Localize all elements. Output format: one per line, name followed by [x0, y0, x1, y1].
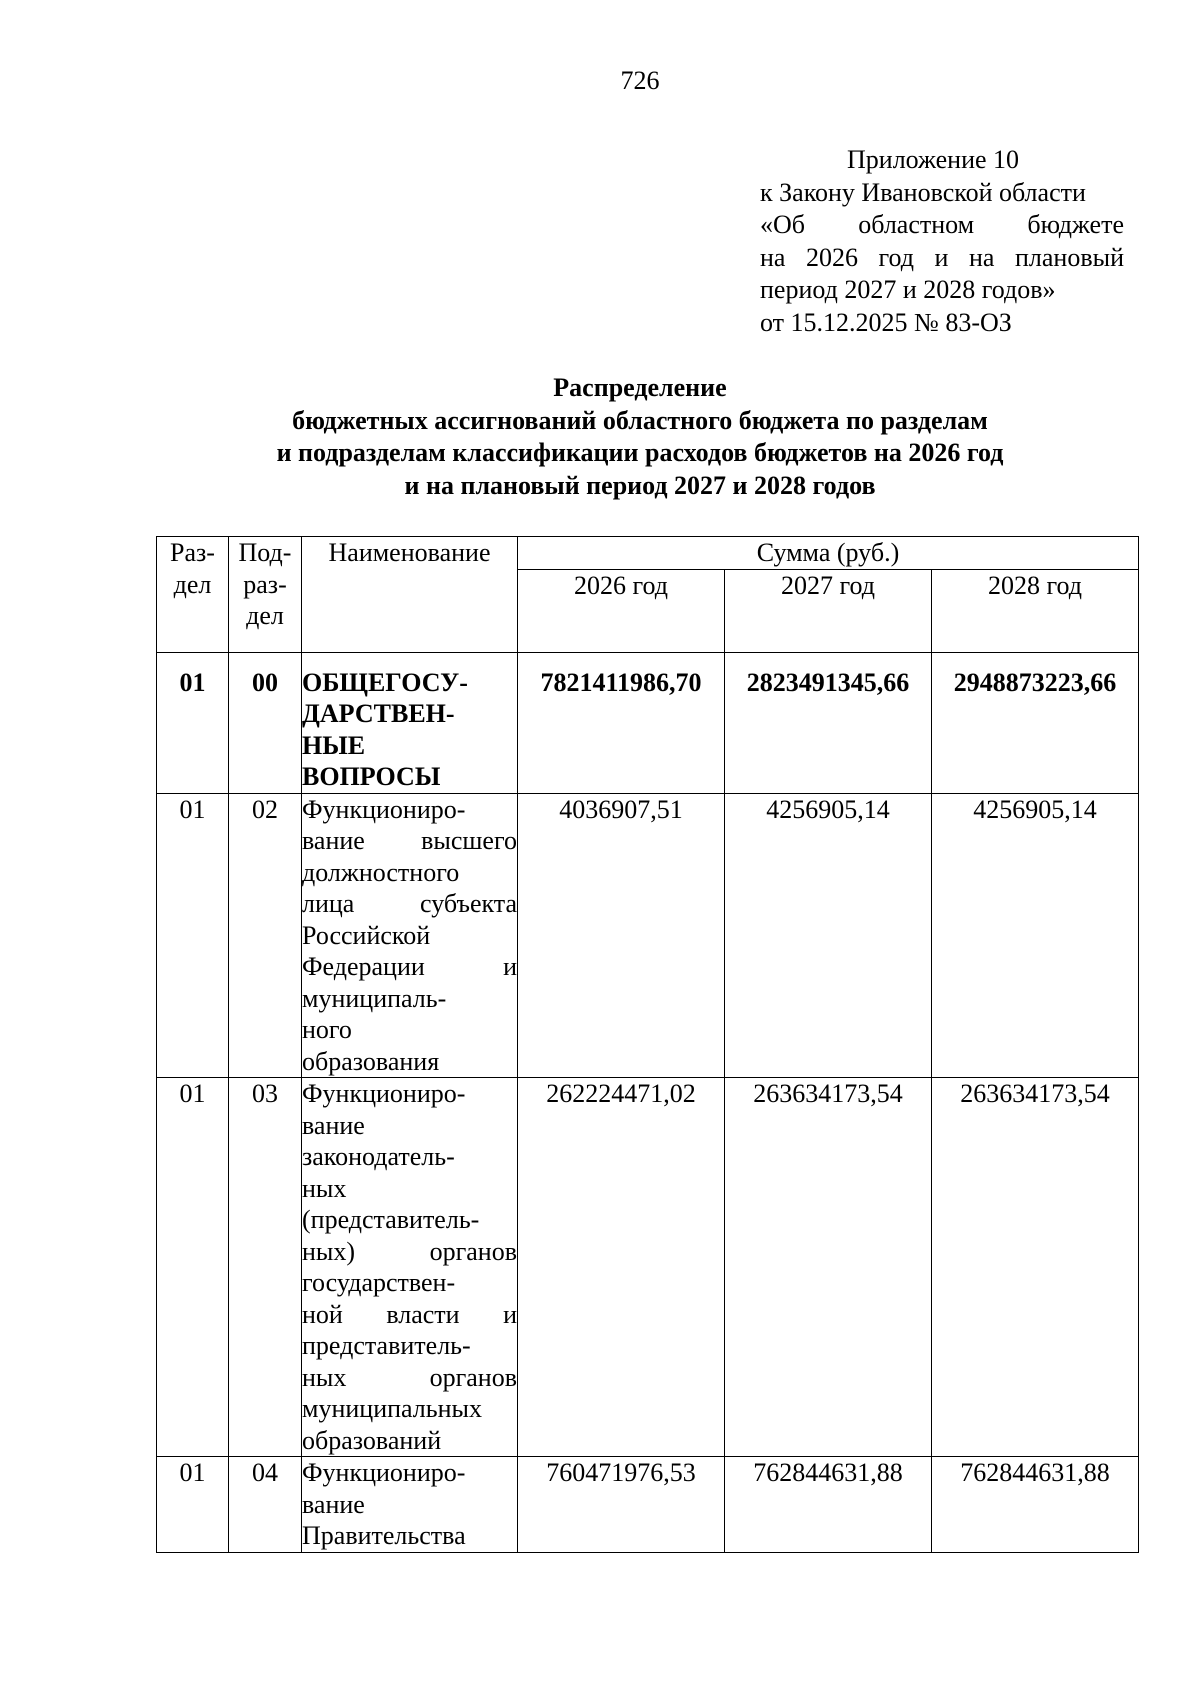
subsection-code: 00: [229, 652, 302, 793]
name-line: законодатель-: [302, 1142, 455, 1171]
header-year-2028: 2028 год: [932, 569, 1139, 652]
subsection-code: 02: [229, 793, 302, 1078]
name-line: Функциониро-: [302, 1458, 466, 1487]
title-line: и на плановый период 2027 и 2028 годов: [404, 470, 876, 500]
name-line: ной власти и: [302, 1299, 517, 1329]
header-subsection-line: раз-: [243, 569, 287, 599]
section-code: 01: [157, 652, 229, 793]
name-line: вание высшего: [302, 826, 517, 855]
header-section-line: Раз-: [170, 538, 215, 567]
document-title: [140, 372, 1140, 502]
appendix-line: «Об областном бюджете: [760, 210, 1124, 239]
name-line: образований: [302, 1425, 442, 1455]
amount-2026: 262224471,02: [518, 1078, 725, 1457]
name-line: представитель-: [302, 1331, 471, 1360]
section-code: 01: [157, 1078, 229, 1457]
name-line: Функциониро-: [302, 794, 466, 824]
table-row: [157, 793, 1139, 1078]
amount-2026: 4036907,51: [518, 793, 725, 1078]
row-name: [302, 1457, 518, 1553]
table-row: [157, 1078, 1139, 1457]
amount-2028: 263634173,54: [932, 1078, 1139, 1457]
section-code: 01: [157, 793, 229, 1078]
appendix-line: Приложение 10: [847, 145, 1020, 174]
amount-2027: 2823491345,66: [725, 652, 932, 793]
name-line: НЫЕ: [302, 730, 366, 760]
name-line: образования: [302, 1046, 440, 1076]
amount-2027: 762844631,88: [725, 1457, 932, 1553]
name-line: Правительства: [302, 1521, 466, 1550]
header-sum: Сумма (руб.): [518, 537, 1139, 570]
subsection-code: 04: [229, 1457, 302, 1553]
name-line: Функциониро-: [302, 1079, 466, 1108]
name-line: должностного: [302, 857, 460, 887]
header-section: [157, 537, 229, 653]
amount-2026: 7821411986,70: [518, 652, 725, 793]
appendix-line: от 15.12.2025 № 83-ОЗ: [760, 307, 1012, 337]
title-line: Распределение: [553, 373, 727, 402]
name-line: (представитель-: [302, 1205, 480, 1234]
name-line: ДАРСТВЕН-: [302, 699, 455, 728]
amount-2027: 263634173,54: [725, 1078, 932, 1457]
name-line: ОБЩЕГОСУ-: [302, 667, 468, 697]
name-line: ных) органов: [302, 1236, 517, 1266]
row-name: [302, 793, 518, 1078]
name-line: муниципальных: [302, 1394, 483, 1423]
name-line: лица субъекта: [302, 889, 517, 918]
appendix-line: на 2026 год и на плановый: [760, 242, 1124, 272]
row-name: [302, 1078, 518, 1457]
header-subsection: [229, 537, 302, 653]
header-section-line: дел: [173, 569, 212, 599]
budget-table: [156, 536, 1139, 1553]
amount-2028: 2948873223,66: [932, 652, 1139, 793]
amount-2026: 760471976,53: [518, 1457, 725, 1553]
name-line: вание: [302, 1110, 365, 1140]
header-year-2026: 2026 год: [518, 569, 725, 652]
name-line: вание: [302, 1489, 365, 1519]
table-row: [157, 1457, 1139, 1553]
row-name: [302, 652, 518, 793]
name-line: ных органов: [302, 1362, 517, 1392]
header-year-2027: 2027 год: [725, 569, 932, 652]
name-line: ных: [302, 1173, 347, 1203]
name-line: государствен-: [302, 1268, 456, 1297]
subsection-code: 03: [229, 1078, 302, 1457]
name-line: ного: [302, 1015, 352, 1044]
name-line: Российской: [302, 920, 431, 950]
amount-2028: 4256905,14: [932, 793, 1139, 1078]
name-line: Федерации и: [302, 952, 517, 981]
amount-2028: 762844631,88: [932, 1457, 1139, 1553]
appendix-line: период 2027 и 2028 годов»: [760, 275, 1056, 304]
header-name: Наименование: [302, 537, 518, 653]
name-line: ВОПРОСЫ: [302, 762, 441, 791]
appendix-block: [760, 144, 1124, 339]
title-line: бюджетных ассигнований областного бюджета по разделам: [292, 405, 988, 435]
page-number: 726: [620, 66, 660, 95]
section-code: 01: [157, 1457, 229, 1553]
header-subsection-line: дел: [246, 601, 284, 630]
amount-2027: 4256905,14: [725, 793, 932, 1078]
name-line: муниципаль-: [302, 983, 447, 1013]
appendix-line: к Закону Ивановской области: [760, 177, 1086, 207]
header-subsection-line: Под-: [238, 538, 292, 567]
table-row: [157, 652, 1139, 793]
title-line: и подразделам классификации расходов бюджетов на 2026 год: [276, 438, 1004, 467]
